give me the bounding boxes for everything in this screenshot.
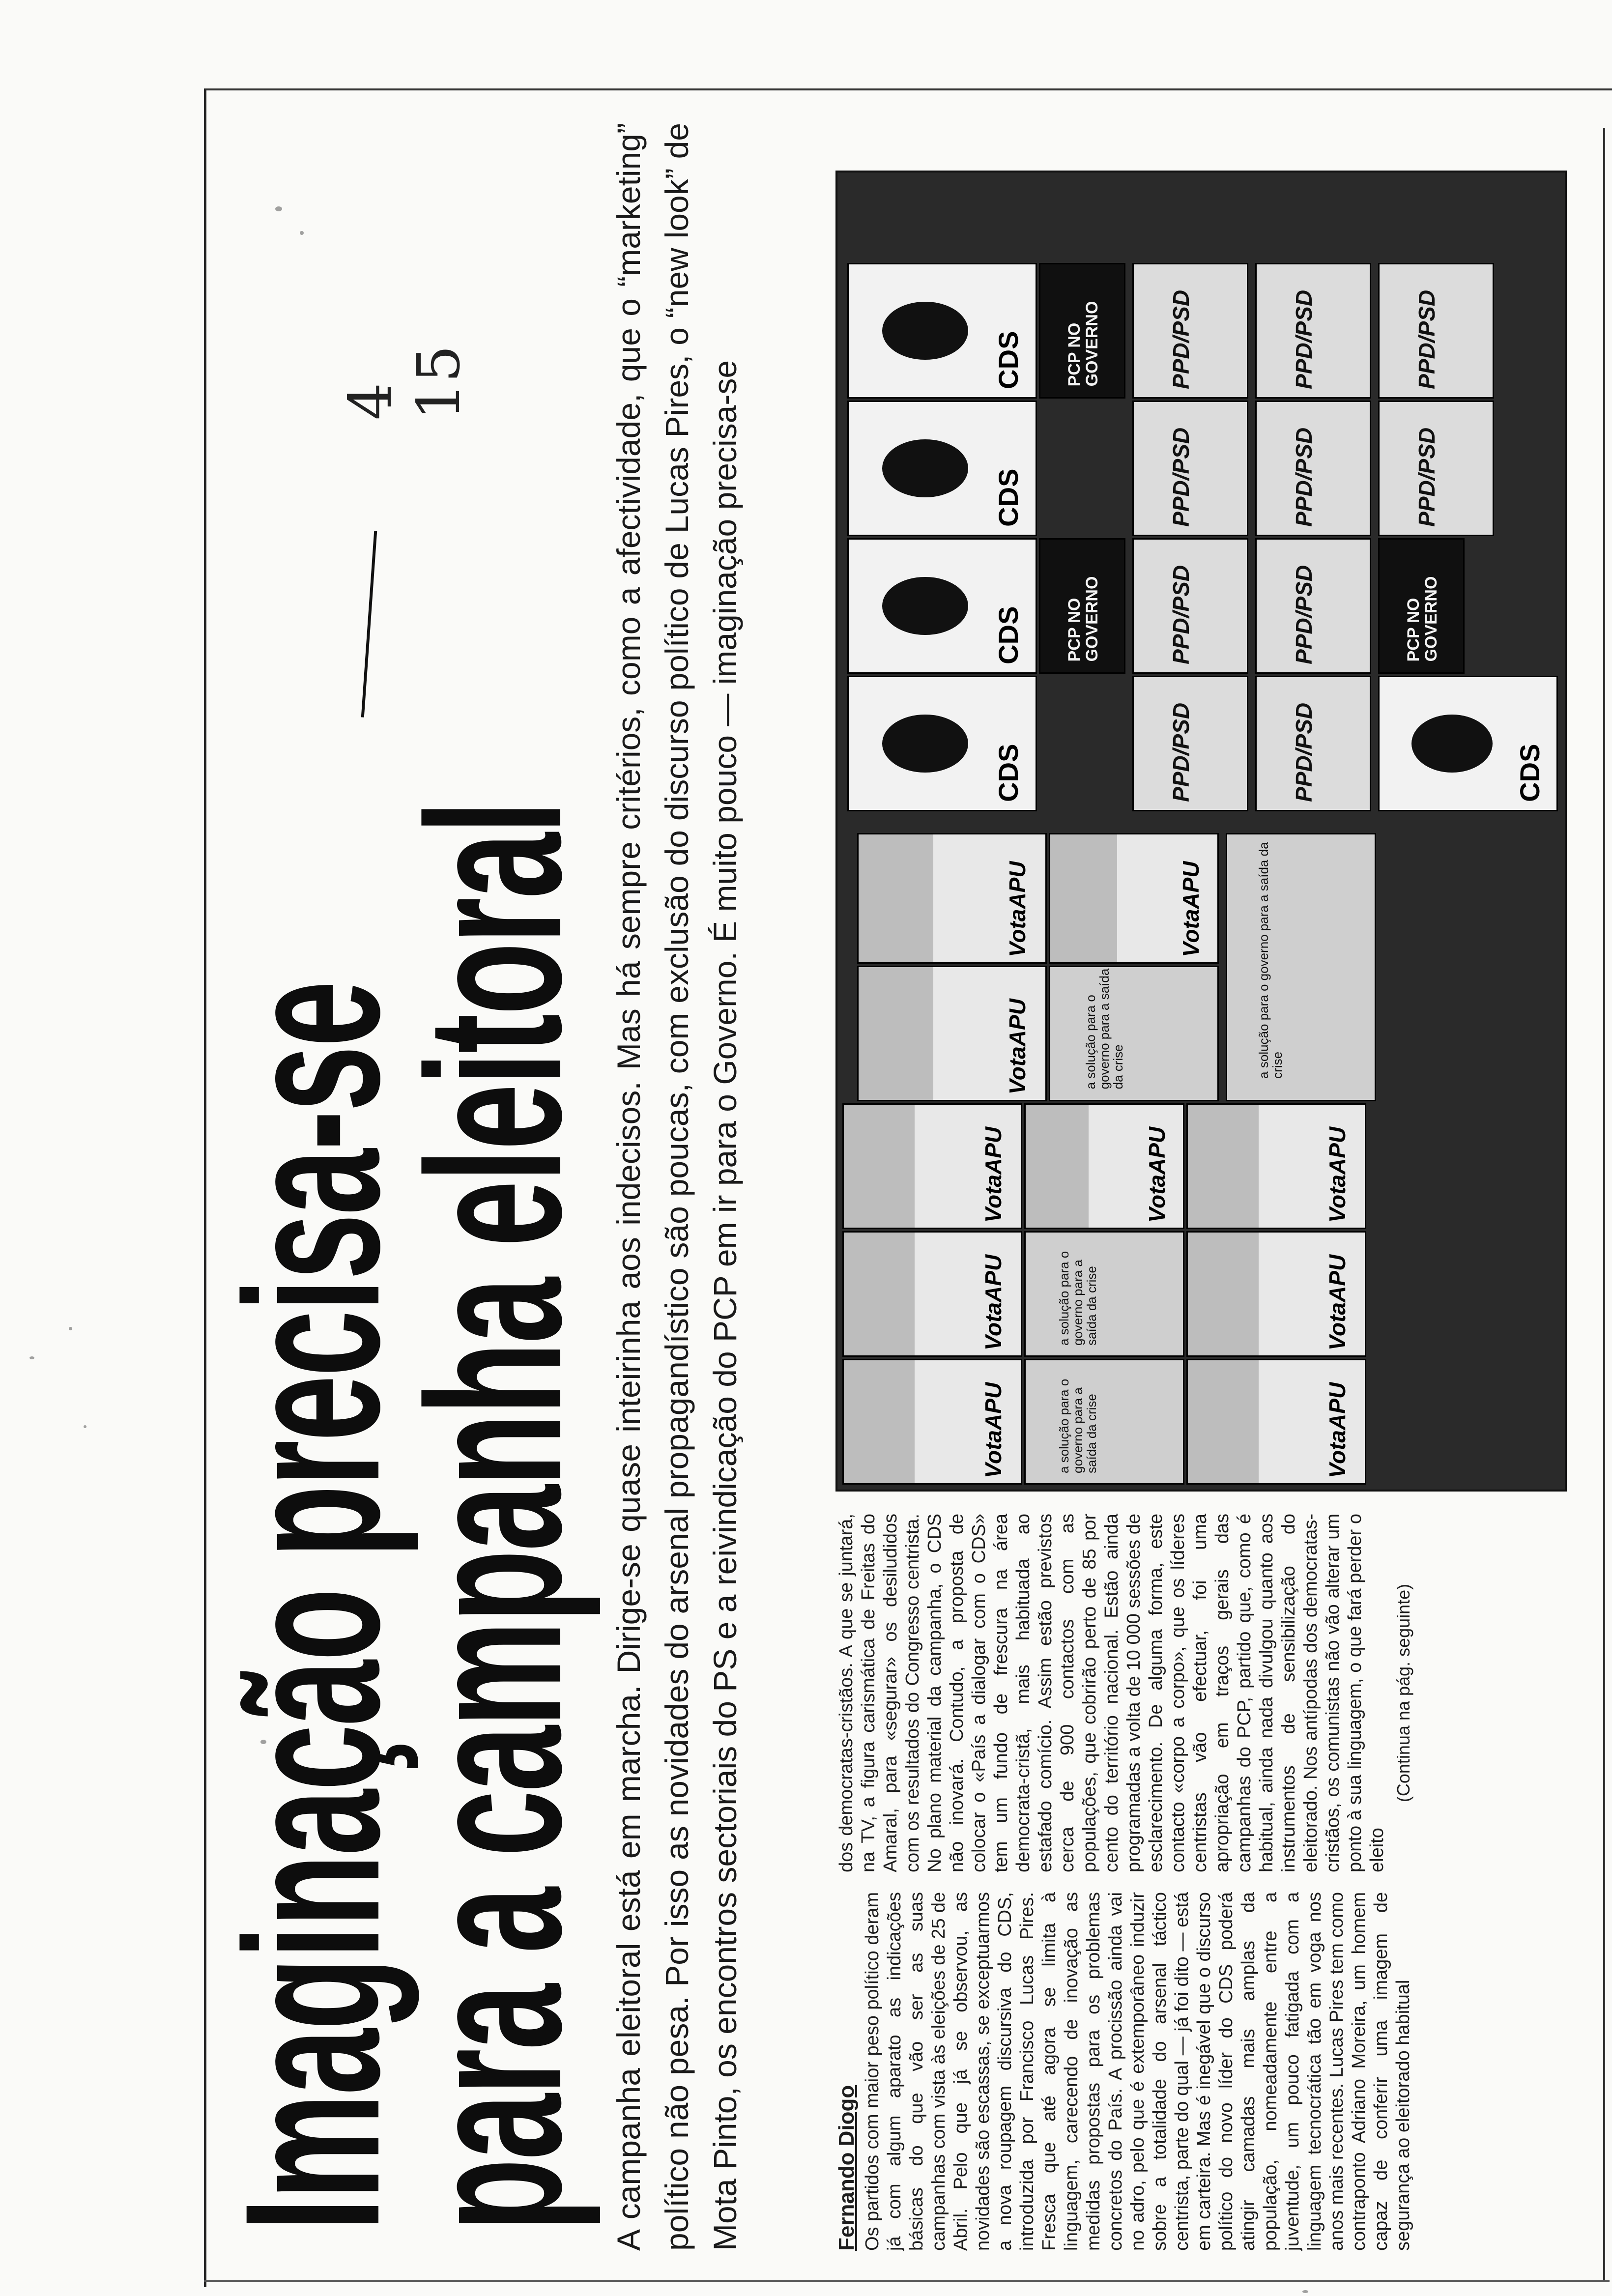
poster-ppd: PPD/PSD — [1132, 676, 1248, 811]
poster-apu: VotaAPU — [857, 833, 1047, 964]
poster-ppd: PPD/PSD — [1378, 401, 1494, 536]
poster-ppd: PPD/PSD — [1255, 538, 1371, 674]
poster-pcp: PCP NO GOVERNO — [1039, 263, 1125, 399]
poster-ppd: PPD/PSD — [1132, 538, 1248, 674]
campaign-posters-photo — [835, 171, 1567, 1492]
poster-slogan: a solução para o governo para a saída da crise — [1049, 966, 1219, 1101]
speckle — [29, 1356, 34, 1359]
poster-pcp: PCP NO GOVERNO — [1378, 538, 1465, 674]
poster-apu: VotaAPU — [842, 1231, 1022, 1357]
poster-slogan: a solução para o governo para a saída da crise — [1024, 1231, 1184, 1357]
body-columns — [835, 1504, 1563, 2251]
poster-apu: VotaAPU — [1186, 1231, 1366, 1357]
continued-note: (Continua na pág. seguinte) — [1393, 1583, 1413, 1803]
poster-apu: VotaAPU — [1024, 1103, 1184, 1229]
poster-apu: VotaAPU — [842, 1359, 1022, 1485]
poster-slogan: a solução para o governo para a saída da crise — [1226, 833, 1376, 1101]
headline-line-1: Imaginação precisa-se — [205, 982, 419, 2231]
headline — [205, 802, 601, 2231]
poster-cds: CDS — [847, 676, 1037, 811]
poster-apu: VotaAPU — [842, 1103, 1022, 1229]
poster-cds: CDS — [847, 538, 1037, 674]
column-1-text: Os partidos com maior peso político deram já com algum aparato as indicações básicas do que vão ser as suas campanhas com vista às eleições de 25 de Abril. Pelo que já se observou, as novidades são escassas, se exceptuarmos a nova roupagem discursiva do CDS, introduzida por Francisco Lucas Pires. Fresca que até agora se limita à linguagem, carecendo de inovação as medidas propostas para os problemas concretos do País. A procissão ainda vai no adro, pelo que é extemporâneo induzir sobre a totalidade do arsenal táctico centrista, parte do qual — já foi dito — está em carteira. Mas é inegável que o discurso político do novo líder do CDS poderá atingir camadas mais amplas da população, nomeadamente entre a juventude, um pouco fatigada com a linguagem tecnocrática tão em voga nos anos mais recentes. Lucas Pires tem como contraponto Adriano Moreira, um homem capaz de conferir uma imagem de segurança ao eleitorado habitual — [862, 1892, 1413, 2251]
poster-ppd: PPD/PSD — [1132, 263, 1248, 399]
speckle — [1302, 2290, 1308, 2293]
poster-ppd: PPD/PSD — [1255, 676, 1371, 811]
speckle — [84, 1425, 86, 1428]
column-2-text: dos democratas-cristãos. A que se juntará, na TV, a figura carismática de Freitas do Amaral, para «segurar» os desiludidos com os resultados do Congresso centrista. No plano material da campanha, o CDS não inovará. Contudo, a proposta de colocar o «País a dialogar com o CDS» tem um fundo de frescura na área democrata-cristã, mais habituada ao estafado comício. Assim estão previstos cerca de 900 contactos com as populações, que cobrirão perto de 85 por cento do território nacional. Estão ainda programadas a volta de 10 000 sessões de esclarecimento. De alguma forma, este contacto «corpo a corpo», que os líderes centristas vão efectuar, foi uma apropriação em traços gerais das campanhas do PCP, partido que, como é habitual, ainda nada divulgou quanto aos instrumentos de sensibilização do eleitorado. Nos antípodas dos democratas-cristãos, os comunistas não vão alterar um ponto à sua linguagem, o que fará perder o eleito — [836, 1514, 1387, 1872]
poster-cds: CDS — [1378, 676, 1558, 811]
lead-paragraph: A campanha eleitoral está em marcha. Dirige-se quase inteirinha aos indecisos. Mas há sempre critérios, como a afectividade, que o “marketing” político não pesa. Por isso as novidades do arsenal propagandístico são poucas, com exclusão do discurso político de Lucas Pires, o “new look” de Mota Pinto, os encontros sectoriais do PS e a reivindicação do PCP em ir para o Governo. É muito pouco — imaginação precisa-se — [610, 123, 743, 2251]
poster-apu: VotaAPU — [1186, 1359, 1366, 1485]
poster-ppd: PPD/PSD — [1132, 401, 1248, 536]
poster-cds: CDS — [847, 263, 1037, 399]
poster-cds: CDS — [847, 401, 1037, 536]
poster-apu: VotaAPU — [1186, 1103, 1366, 1229]
poster-apu: VotaAPU — [1049, 833, 1219, 964]
handwritten-note: 4 15 — [337, 345, 473, 420]
newspaper-article — [205, 108, 1587, 2270]
headline-line-2: para a campanha eleitoral — [387, 802, 601, 2231]
poster-ppd: PPD/PSD — [1378, 263, 1494, 399]
speckle — [69, 1327, 72, 1330]
poster-apu: VotaAPU — [857, 966, 1047, 1101]
bottom-rule — [204, 2280, 1610, 2282]
poster-pcp: PCP NO GOVERNO — [1039, 538, 1125, 674]
column-rule — [1603, 128, 1605, 2280]
byline: Fernando Diogo — [835, 2085, 859, 2251]
poster-slogan: a solução para o governo para a saída da crise — [1024, 1359, 1184, 1485]
poster-ppd: PPD/PSD — [1255, 401, 1371, 536]
body-column-1 — [835, 1892, 1414, 2251]
poster-ppd: PPD/PSD — [1255, 263, 1371, 399]
body-column-2 — [835, 1514, 1414, 1872]
